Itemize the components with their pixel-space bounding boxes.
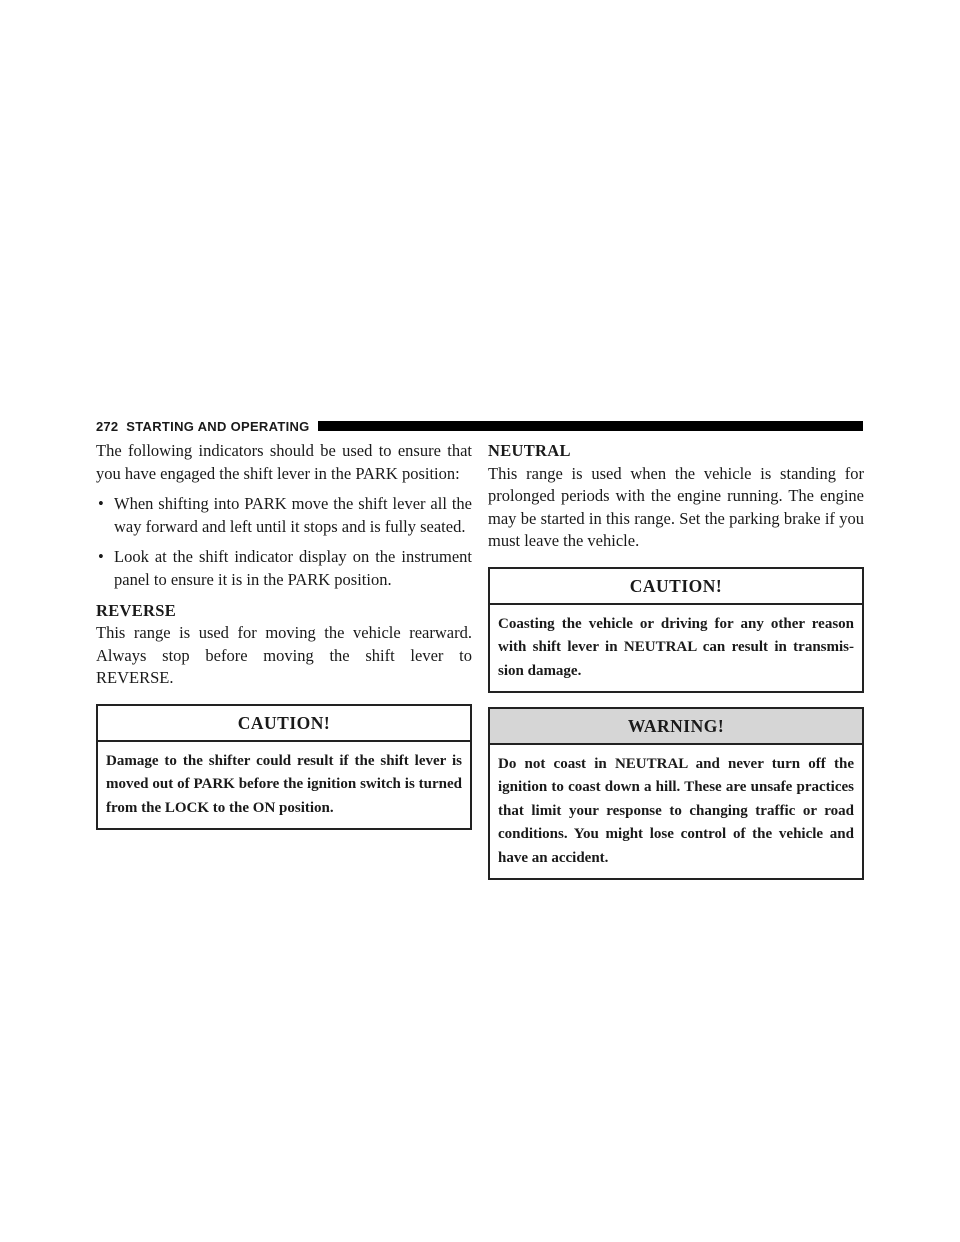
- section-title: STARTING AND OPERATING: [126, 418, 310, 434]
- reverse-paragraph: This range is used for moving the vehicle rearward. Always stop before moving the shift lever to REVERSE.: [96, 623, 472, 688]
- list-item: [96, 546, 472, 591]
- list-item: [96, 493, 472, 538]
- warning-title: WARNING!: [490, 709, 862, 745]
- bullet-icon: •: [98, 494, 104, 514]
- bullet-icon: •: [98, 547, 104, 567]
- neutral-heading: NEUTRAL: [488, 441, 571, 460]
- neutral-paragraph: This range is used when the vehicle is standing for prolonged periods with the engine running. The engine may be started in this range. Set the parking brake if you must leave the vehicle.: [488, 463, 864, 551]
- caution-title: CAUTION!: [490, 569, 862, 605]
- header-rule: [318, 421, 863, 431]
- caution-title: CAUTION!: [98, 706, 470, 742]
- park-indicators-list: [96, 493, 472, 591]
- page-header: [96, 418, 863, 434]
- caution-text: Coasting the vehicle or driving for any other reason with shift lever in NEUTRAL can result in transmis-sion damage.: [498, 615, 854, 679]
- list-item-text: Look at the shift indicator display on the instrument panel to ensure it is in the PARK position.: [114, 547, 472, 589]
- page-number: 272: [96, 418, 119, 434]
- warning-text: Do not coast in NEUTRAL and never turn off the ignition to coast down a hill. These are unsafe practices that limit your response to changing traffic or road conditions. You might lose control of the vehicle and have an accident.: [498, 755, 854, 866]
- intro-paragraph: The following indicators should be used to ensure that you have engaged the shift lever in the PARK position:: [96, 441, 472, 483]
- reverse-heading: REVERSE: [96, 600, 177, 620]
- list-item-text: When shifting into PARK move the shift lever all the way forward and left until it stops and is fully seated.: [114, 494, 472, 536]
- caution-text: Damage to the shifter could result if the shift lever is moved out of PARK before the ignition switch is turned from the LOCK to the ON position.: [106, 752, 462, 816]
- caution-box: [488, 567, 864, 693]
- warning-box: [488, 707, 864, 880]
- left-column: [96, 440, 472, 842]
- right-column: [488, 440, 864, 892]
- caution-box: [96, 704, 472, 830]
